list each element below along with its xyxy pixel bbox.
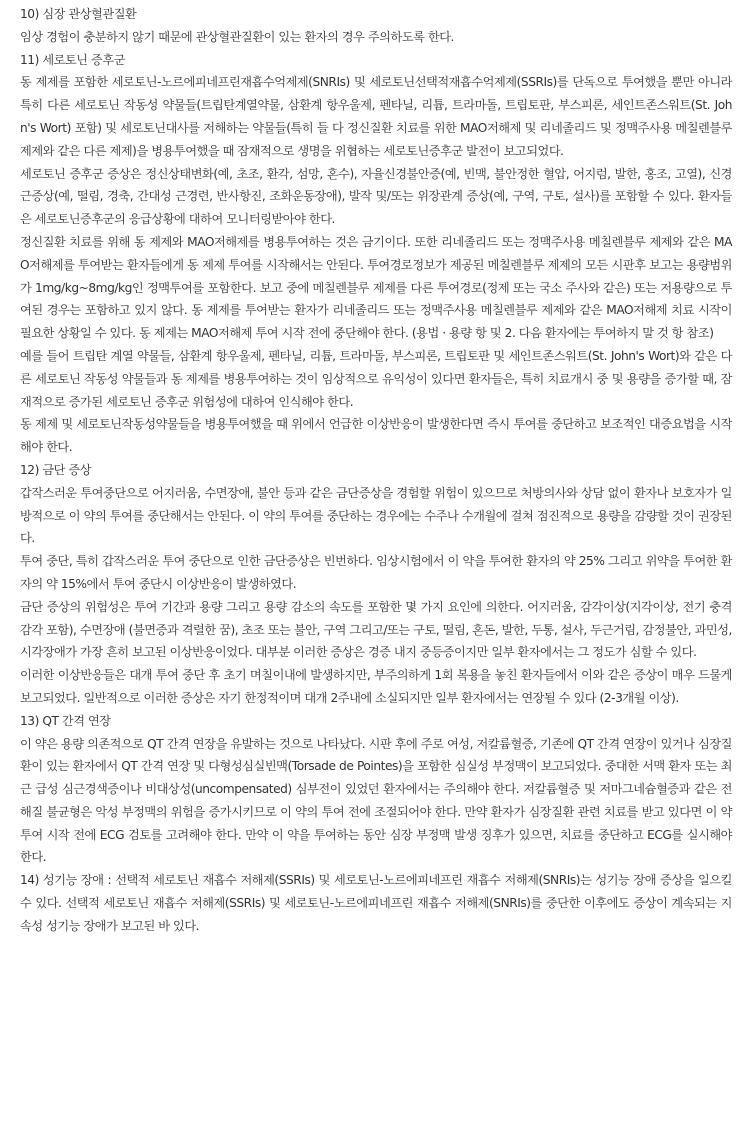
paragraph-withdrawal-4: 이러한 이상반응들은 대개 투여 중단 후 초기 며칠이내에 발생하지만, 부주의하게 1회 복용을 놓친 환자들에서 이와 같은 증상이 매우 드물게 보고되었다. 일반적으로 이러한 증상은 자기 한정적이며 대개 2주내에 소실되지만 일부 환자에서는 연장될 수 있다 (2-3개월 이상). bbox=[20, 668, 732, 705]
paragraph-withdrawal-1: 갑작스러운 투여중단으로 어지러움, 수면장애, 불안 등과 같은 금단증상을 경험할 위험이 있으므로 처방의사와 상담 없이 환자나 보호자가 일방적으로 이 약의 투여를 중단해서는 안된다. 이 약의 투여를 중단하는 경우에는 수주나 수개월에 걸쳐 점진적으로 용량을 감량할 것이 권장된다. bbox=[20, 485, 732, 546]
paragraph-sexual-dysfunction: 14) 성기능 장애 : 선택적 세로토닌 재흡수 저해제(SSRIs) 및 세로토닌-노르에피네프린 재흡수 저해제(SNRIs)는 성기능 장애 증상을 일으킬 수 있다. 선택적 세로토닌 재흡수 저해제(SSRIs) 및 세로토닌-노르에피네프린 재흡수 저해제(SNRIs)를 중단한 이후에도 증상이 계속되는 지속성 성기능 장애가 보고된 바 있다. bbox=[20, 873, 732, 933]
paragraph-serotonin-1: 동 제제를 포함한 세로토닌-노르에피네프린재흡수억제제(SNRIs) 및 세로토닌선택적재흡수억제제(SSRIs)를 단독으로 투여했을 뿐만 아니라 특히 다른 세로토닌 작동성 약물들(트립탄계열약물, 삼환계 항우울제, 펜타닐, 리튬, 트라마돌, 트립토판, 부스피론, 세인트존스워트(St. John's Wort) 포함) 및 세로토닌대사를 저해하는 약물들(특히 들 다 정신질환 치료를 위한 MAO저해제 및 리네졸리드 및 정맥주사용 메칠렌블루 제제와 같은 다른 제제)을 병용투여했을 때 잠재적으로 생명을 위협하는 세로토닌증후군 발전이 보고되었다. bbox=[20, 75, 732, 158]
section-heading-withdrawal: 12) 금단 증상 bbox=[20, 462, 92, 477]
paragraph-withdrawal-2: 투여 중단, 특히 갑작스러운 투여 중단으로 인한 금단증상은 빈번하다. 임상시험에서 이 약을 투여한 환자의 약 25% 그리고 위약을 투여한 환자의 약 15%에서 투여 중단시 이상반응이 발생하였다. bbox=[20, 554, 732, 591]
paragraph-withdrawal-3: 금단 증상의 위험성은 투여 기간과 용량 그리고 용량 감소의 속도를 포함한 몇 가지 요인에 의한다. 어지러움, 감각이상(지각이상, 전기 충격 감각 포함), 수면장애 (불면증과 격렬한 꿈), 초조 또는 불안, 구역 그리고/또는 구토, 떨림, 혼돈, 발한, 두통, 설사, 두근거림, 감정불안, 과민성, 시각장애가 가장 흔히 보고된 이상반응이었다. 대부분 이러한 증상은 경증 내지 중등증이지만 일부 환자에서는 그 정도가 심할 수 있다. bbox=[20, 599, 732, 660]
paragraph-serotonin-4: 예를 들어 트립탄 계열 약물들, 삼환계 항우울제, 펜타닐, 리튬, 트라마돌, 부스피론, 트립토판 및 세인트존스워트(St. John's Wort)와 같은 다른 세로토닌 작동성 약물들과 동 제제를 병용투여하는 것이 임상적으로 유익성이 있다면 환자들은, 특히 치료개시 중 및 용량을 증가할 때, 잠재적으로 증가된 세로토닌 증후군 위험성에 대하여 인식해야 한다. bbox=[20, 348, 732, 409]
paragraph-qt-1: 이 약은 용량 의존적으로 QT 간격 연장을 유발하는 것으로 나타났다. 시판 후에 주로 여성, 저칼륨혈증, 기존에 QT 간격 연장이 있거나 심장질환이 있는 환자에서 QT 간격 연장 및 다형성심실빈맥(Torsade de Pointes)을 포함한 심실성 부정맥이 보고되었다. 중대한 서맥 환자 또는 최근 급성 심근경색증이나 비대상성(uncompensated) 심부전이 있었던 환자에서는 주의해야 한다. 저칼륨혈증 및 저마그네슘혈증과 같은 전해질 불균형은 악성 부정맥의 위험을 증가시키므로 이 약의 투여 전에 조절되어야 한다. 만약 환자가 심장질환 관련 치료를 받고 있다면 이 약 투여 시작 전에 ECG 검토를 고려해야 한다. 만약 이 약을 투여하는 동안 심장 부정맥 발생 징후가 있으면, 치료를 중단하고 ECG를 실시해야 한다. bbox=[20, 736, 732, 865]
section-heading-serotonin-syndrome: 11) 세로토닌 증후군 bbox=[20, 52, 126, 67]
document-body bbox=[20, 3, 732, 938]
section-heading-qt-prolongation: 13) QT 간격 연장 bbox=[20, 713, 111, 728]
paragraph-serotonin-5: 동 제제 및 세로토닌작동성약물들을 병용투여했을 때 위에서 언급한 이상반응이 발생한다면 즉시 투여를 중단하고 보조적인 대증요법을 시작해야 한다. bbox=[20, 417, 732, 455]
section-heading-coronary: 10) 심장 관상혈관질환 bbox=[20, 7, 137, 21]
paragraph-serotonin-3: 정신질환 치료를 위해 동 제제와 MAO저해제를 병용투여하는 것은 금기이다. 또한 리네졸리드 또는 정맥주사용 메칠렌블루 제제와 같은 MAO저해제를 투여받는 환자들에게 동 제제 투여를 시작해서는 안된다. 투여경로정보가 제공된 메칠렌블루 제제의 모든 시판후 보고는 용량범위가 1mg/kg~8mg/kg인 정맥투여를 포함한다. 보고 중에 메칠렌블루 제제를 다른 투여경로(정제 또는 국소 주사와 같은) 또는 저용량으로 투여된 경우는 포함하고 있지 않다. 동 제제를 투여받는 환자가 리네졸리드 또는 정맥주사용 메칠렌블루 제제와 같은 MAO저해제 치료 시작이 필요한 상황일 수 있다. 동 제제는 MAO저해제 투여 시작 전에 중단해야 한다. (용법 · 용량 항 및 2. 다음 환자에는 투여하지 말 것 항 참조) bbox=[20, 234, 732, 341]
paragraph-serotonin-2: 세로토닌 증후군 증상은 정신상태변화(예, 초조, 환각, 섬망, 혼수), 자율신경불안증(예, 빈맥, 불안정한 혈압, 어지럼, 발한, 홍조, 고열), 신경근증상(예, 떨림, 경축, 간대성 근경련, 반사항진, 조화운동장애), 발작 및/또는 위장관계 증상(예, 구역, 구토, 설사)를 포함할 수 있다. 환자들은 세로토닌증후군의 응급상황에 대하여 모니터링받아야 한다. bbox=[20, 166, 732, 227]
paragraph-coronary-1: 임상 경험이 충분하지 않기 때문에 관상혈관질환이 있는 환자의 경우 주의하도록 한다. bbox=[20, 29, 454, 44]
